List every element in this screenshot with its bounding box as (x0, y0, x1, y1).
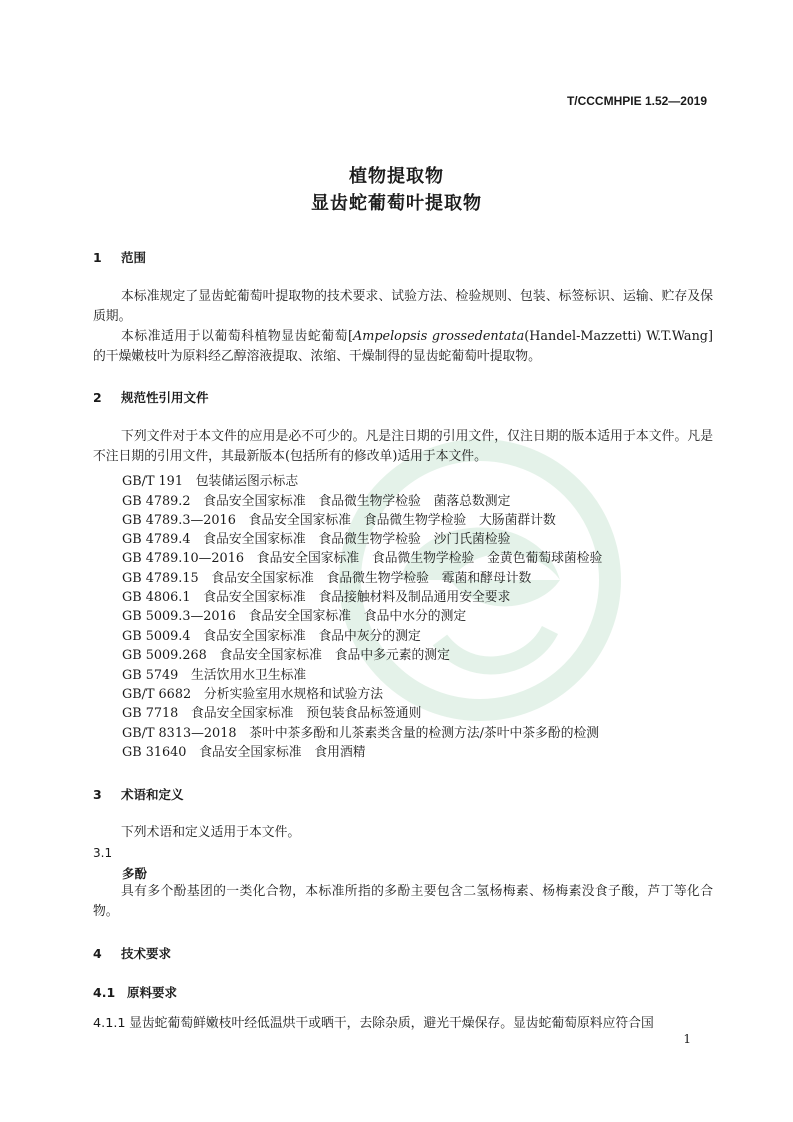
reference-item: GB 4789.15 食品安全国家标准 食品微生物学检验 霉菌和酵母计数 (122, 571, 532, 586)
reference-item: GB/T 8313—2018 茶叶中茶多酚和儿茶素类含量的检测方法/茶叶中茶多酚的检测 (122, 726, 600, 741)
section-4-heading (93, 944, 171, 962)
reference-item: GB 7718 食品安全国家标准 预包装食品标签通则 (122, 706, 422, 721)
section-title: 技术要求 (121, 946, 172, 961)
section-number: 4 (93, 946, 102, 961)
section-2-intro: 下列文件对于本文件的应用是必不可少的。凡是注日期的引用文件，仅注日期的版本适用于本文件。凡是不注日期的引用文件，其最新版本(包括所有的修改单)适用于本文件。 (93, 429, 713, 464)
term-number: 3.1 (93, 846, 113, 860)
subsection-4-1-heading (93, 983, 177, 1001)
reference-item: GB 4789.4 食品安全国家标准 食品微生物学检验 沙门氏菌检验 (122, 532, 511, 547)
reference-item: GB 4789.10—2016 食品安全国家标准 食品微生物学检验 金黄色葡萄球菌检验 (122, 551, 603, 566)
section-title: 规范性引用文件 (121, 390, 209, 405)
reference-item: GB 31640 食品安全国家标准 食用酒精 (122, 745, 366, 760)
section-title: 范围 (121, 250, 147, 265)
document-title-line1: 植物提取物 (349, 166, 444, 187)
clause-number: 4.1.1 (93, 1016, 126, 1031)
reference-item: GB/T 191 包装储运图示标志 (122, 474, 299, 489)
section-number: 1 (93, 250, 102, 265)
section-title: 术语和定义 (121, 787, 184, 802)
reference-item: GB 4789.2 食品安全国家标准 食品微生物学检验 菌落总数测定 (122, 494, 511, 509)
reference-item: GB 5009.268 食品安全国家标准 食品中多元素的测定 (122, 648, 450, 663)
paragraph-text: 本标准适用于以葡萄科植物显齿蛇葡萄[ (121, 329, 353, 344)
reference-item: GB 4806.1 食品安全国家标准 食品接触材料及制品通用安全要求 (122, 590, 511, 605)
section-1-heading (93, 248, 146, 266)
section-number: 3 (93, 787, 102, 802)
clause-text: 显齿蛇葡萄鲜嫩枝叶经低温烘干或晒干，去除杂质，避光干燥保存。显齿蛇葡萄原料应符合国 (129, 1016, 654, 1031)
subsection-title: 原料要求 (127, 985, 178, 1000)
section-number: 2 (93, 390, 102, 405)
standard-code: T/CCCMHPIE 1.52—2019 (566, 94, 707, 108)
document-title-line2: 显齿蛇葡萄叶提取物 (311, 193, 482, 214)
section-3-heading (93, 785, 184, 803)
reference-item: GB 5009.3—2016 食品安全国家标准 食品中水分的测定 (122, 609, 467, 624)
section-3-intro: 下列术语和定义适用于本文件。 (121, 825, 301, 840)
page-number: 1 (683, 1032, 691, 1046)
subsection-number: 4.1 (93, 985, 116, 1000)
reference-item: GB/T 6682 分析实验室用水规格和试验方法 (122, 687, 384, 702)
clause-4-1-1 (93, 1012, 654, 1031)
reference-item: GB 5009.4 食品安全国家标准 食品中灰分的测定 (122, 629, 421, 644)
section-1-paragraph-2 (93, 327, 713, 367)
term-name: 多酚 (122, 866, 148, 881)
reference-item: GB 5749 生活饮用水卫生标准 (122, 668, 307, 683)
reference-item: GB 4789.3—2016 食品安全国家标准 食品微生物学检验 大肠菌群计数 (122, 513, 556, 528)
section-1-paragraph-1: 本标准规定了显齿蛇葡萄叶提取物的技术要求、试验方法、检验规则、包装、标签标识、运输、贮存及保质期。 (93, 289, 713, 324)
paragraph-text: (Handel-Mazzetti) W.T.Wang]的干燥嫩枝叶为原料经乙醇溶液提取、浓缩、干燥制得的显齿蛇葡萄叶提取物。 (93, 329, 713, 364)
term-definition: 具有多个酚基团的一类化合物，本标准所指的多酚主要包含二氢杨梅素、杨梅素没食子酸，芦丁等化合物。 (93, 884, 713, 919)
latin-name: Ampelopsis grossedentata (352, 329, 525, 344)
section-2-heading (93, 388, 209, 406)
